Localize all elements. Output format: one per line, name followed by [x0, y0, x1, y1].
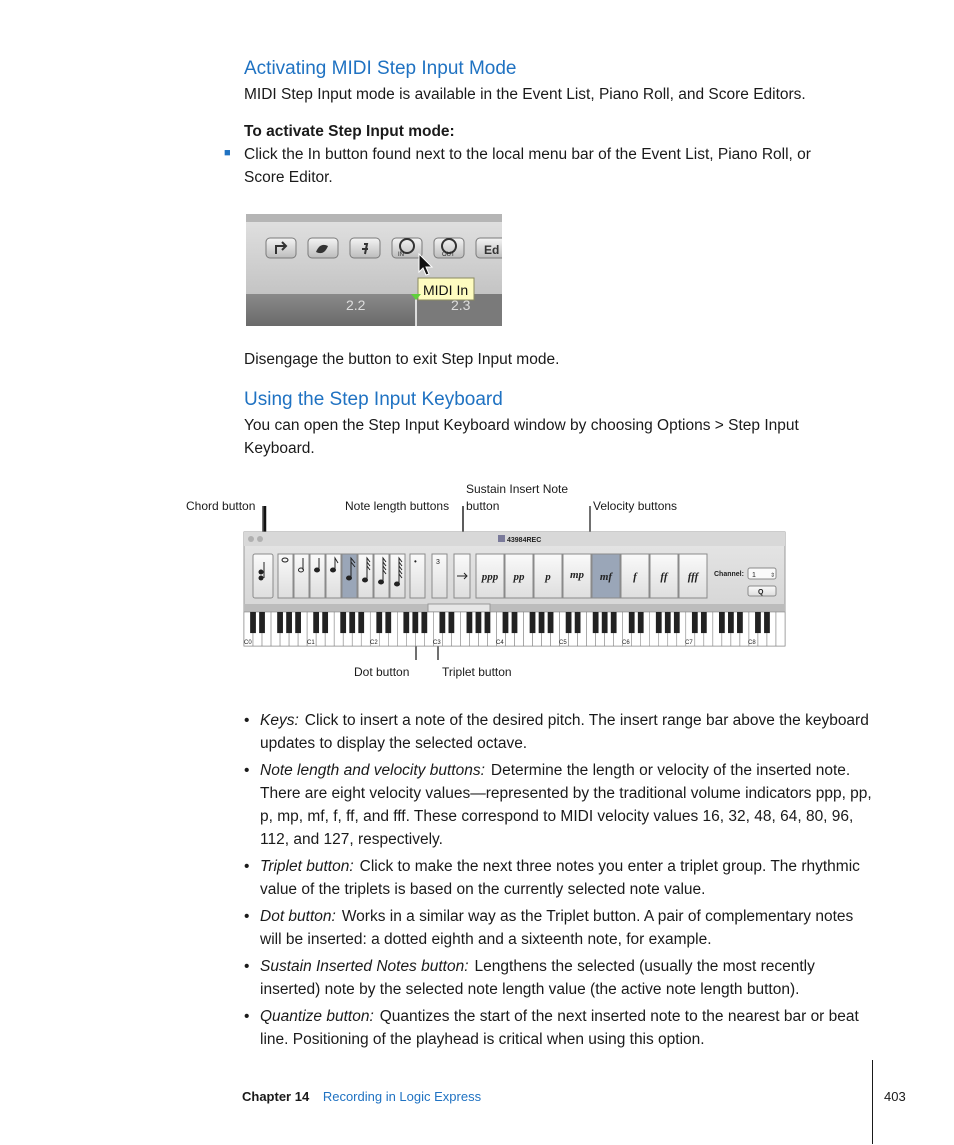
- octave-label-c4: C4: [496, 640, 504, 646]
- footer-chapter-title-link[interactable]: Recording in Logic Express: [322, 1089, 482, 1104]
- channel-value: 1: [752, 572, 756, 579]
- black-key[interactable]: [322, 612, 328, 633]
- bullet-term: Dot button:: [260, 908, 336, 925]
- bullet-term: Triplet button:: [260, 858, 354, 875]
- chord-button[interactable]: [253, 554, 273, 598]
- bullet-term: Sustain Inserted Notes button:: [260, 958, 469, 975]
- octave-label-c3: C3: [433, 640, 441, 646]
- window-title: 43984REC: [507, 537, 542, 544]
- edit-menu-label: Ed: [484, 243, 500, 257]
- black-key[interactable]: [385, 612, 391, 633]
- bullet-text: Determine the length or velocity of the inserted note. There are eight velocity values—represented by the traditional volume indicators ppp, pp, p, mp, mf, f, ff, and fff. These correspond to MIDI velocity values 16, 32, 48, 64, 80, 96, 112, and 127, respectively.: [260, 762, 872, 848]
- bullet-text: Lengthens the selected (usually the most recently inserted) note by the selected note length value (the active note length button).: [260, 958, 815, 998]
- quantize-label: Q: [758, 589, 764, 596]
- bar-position-left: 2.2: [346, 297, 366, 313]
- description-list: [244, 709, 874, 1055]
- octave-label-c8: C8: [748, 640, 756, 646]
- section-heading-step-input-keyboard: Using the Step Input Keyboard: [244, 389, 503, 410]
- step-input-keyboard-figure: [180, 500, 790, 685]
- black-key[interactable]: [593, 612, 599, 633]
- task-bullet-icon: ■: [224, 147, 231, 159]
- page-number: 403: [884, 1089, 906, 1104]
- black-key[interactable]: [692, 612, 698, 633]
- octave-label-c6: C6: [622, 640, 630, 646]
- bullet-dot: •: [244, 858, 250, 875]
- section2-intro: You can open the Step Input Keyboard window by choosing Options > Step Input Keyboard.: [244, 417, 799, 457]
- piano-keyboard[interactable]: [244, 612, 785, 646]
- list-item: [244, 759, 874, 851]
- disengage-text: Disengage the button to exit Step Input mode.: [244, 351, 560, 368]
- note-length-button-eighth[interactable]: [326, 554, 341, 598]
- black-key[interactable]: [286, 612, 292, 633]
- callout-dot-button: Dot button: [354, 665, 410, 679]
- black-key[interactable]: [421, 612, 427, 633]
- bullet-term: Quantize button:: [260, 1008, 374, 1025]
- black-key[interactable]: [602, 612, 608, 633]
- channel-stepper-icon: ⇕: [770, 572, 776, 579]
- black-key[interactable]: [611, 612, 617, 633]
- black-key[interactable]: [467, 612, 473, 633]
- white-key[interactable]: [776, 612, 785, 646]
- callout-chord-button: Chord button: [186, 499, 256, 513]
- callout-velocity-buttons: Velocity buttons: [593, 499, 678, 513]
- black-key[interactable]: [476, 612, 482, 633]
- black-key[interactable]: [665, 612, 671, 633]
- black-key[interactable]: [349, 612, 355, 633]
- octave-label-c2: C2: [370, 640, 378, 646]
- black-key[interactable]: [737, 612, 743, 633]
- section-intro: MIDI Step Input mode is available in the Event List, Piano Roll, and Score Editors.: [244, 86, 806, 103]
- black-key[interactable]: [656, 612, 662, 633]
- callout-sustain-line1: Sustain Insert Note: [466, 482, 569, 496]
- bullet-text: Works in a similar way as the Triplet button. A pair of complementary notes will be inserted: a dotted eighth and a sixteenth note, for example.: [260, 908, 854, 948]
- dot-button-glyph: •: [414, 557, 417, 566]
- footer-divider: [872, 1060, 873, 1144]
- black-key[interactable]: [403, 612, 409, 633]
- bullet-term: Keys:: [260, 712, 299, 729]
- bullet-dot: •: [244, 712, 250, 729]
- note-length-button-quarter[interactable]: [310, 554, 325, 598]
- window-minimize-icon[interactable]: [257, 536, 263, 542]
- black-key[interactable]: [575, 612, 581, 633]
- black-key[interactable]: [629, 612, 635, 633]
- note-length-button-64th[interactable]: [374, 554, 389, 598]
- document-icon: [498, 535, 505, 542]
- octave-label-c7: C7: [685, 640, 693, 646]
- black-key[interactable]: [548, 612, 554, 633]
- midi-in-screenshot: [246, 214, 502, 326]
- black-key[interactable]: [728, 612, 734, 633]
- black-key[interactable]: [448, 612, 454, 633]
- note-length-button-128th[interactable]: [390, 554, 405, 598]
- black-key[interactable]: [295, 612, 301, 633]
- out-button-label: OUT: [442, 252, 455, 258]
- velocity-label-fff: fff: [687, 571, 699, 583]
- list-item: [244, 855, 874, 901]
- dot-button[interactable]: [410, 554, 425, 598]
- black-key[interactable]: [439, 612, 445, 633]
- callout-triplet-button: Triplet button: [442, 665, 512, 679]
- black-key[interactable]: [358, 612, 364, 633]
- black-key[interactable]: [503, 612, 509, 633]
- chord-note-icon: [259, 576, 264, 581]
- bullet-text: Quantizes the start of the next inserted note to the nearest bar or beat line. Positioning of the playhead is critical when using this option.: [260, 1008, 859, 1048]
- bullet-text: Click to insert a note of the desired pitch. The insert range bar above the keyboard updates to display the selected octave.: [260, 712, 869, 752]
- velocity-label-pp: pp: [513, 571, 525, 583]
- bullet-dot: •: [244, 1008, 250, 1025]
- velocity-label-ff: ff: [660, 571, 668, 583]
- section-heading-midi-step-input: Activating MIDI Step Input Mode: [244, 58, 517, 79]
- triplet-button-glyph: 3: [436, 559, 440, 566]
- list-item: [244, 905, 874, 951]
- black-key[interactable]: [674, 612, 680, 633]
- black-key[interactable]: [376, 612, 382, 633]
- task-heading: To activate Step Input mode:: [244, 123, 455, 140]
- callout-sustain-line2: button: [466, 499, 500, 513]
- black-key[interactable]: [764, 612, 770, 633]
- velocity-label-mp: mp: [569, 569, 585, 581]
- footer-chapter-line: [242, 1089, 481, 1104]
- note-length-button-whole[interactable]: [278, 554, 293, 598]
- black-key[interactable]: [259, 612, 265, 633]
- note-length-button-half[interactable]: [294, 554, 309, 598]
- callout-note-length-buttons: Note length buttons: [345, 499, 450, 513]
- black-key[interactable]: [250, 612, 256, 633]
- list-item: [244, 709, 874, 755]
- bar-position-right: 2.3: [451, 297, 471, 313]
- insert-range-bar[interactable]: [428, 604, 490, 612]
- window-close-icon[interactable]: [248, 536, 254, 542]
- bullet-dot: •: [244, 762, 250, 779]
- tooltip-text: MIDI In: [423, 282, 469, 298]
- black-key[interactable]: [719, 612, 725, 633]
- black-key[interactable]: [277, 612, 283, 633]
- bullet-term: Note length and velocity buttons:: [260, 762, 485, 779]
- black-key[interactable]: [530, 612, 536, 633]
- black-key[interactable]: [566, 612, 572, 633]
- black-key[interactable]: [340, 612, 346, 633]
- black-key[interactable]: [485, 612, 491, 633]
- velocity-label-f: f: [633, 571, 637, 583]
- velocity-label-p: p: [545, 571, 551, 583]
- bullet-text: Click to make the next three notes you enter a triplet group. The rhythmic value of the triplets is based on the currently selected note value.: [260, 858, 860, 898]
- octave-label-c1: C1: [307, 640, 315, 646]
- list-item: [244, 1005, 874, 1051]
- black-key[interactable]: [701, 612, 707, 633]
- octave-label-c0: C0: [244, 640, 252, 646]
- octave-label-c5: C5: [559, 640, 567, 646]
- footer-chapter: Chapter 14: [242, 1089, 310, 1104]
- black-key[interactable]: [412, 612, 418, 633]
- bullet-dot: •: [244, 958, 250, 975]
- chord-note-icon: [259, 570, 264, 575]
- black-key[interactable]: [512, 612, 518, 633]
- in-button-label: IN: [398, 252, 404, 258]
- black-key[interactable]: [313, 612, 319, 633]
- midi-in-toolbar-image: [246, 214, 502, 326]
- list-item: [244, 955, 874, 1001]
- velocity-label-ppp: ppp: [481, 571, 499, 583]
- black-key[interactable]: [755, 612, 761, 633]
- task-step: Click the In button found next to the local menu bar of the Event List, Piano Roll, or Score Editor.: [244, 146, 811, 186]
- channel-label: Channel:: [714, 571, 744, 578]
- black-key[interactable]: [638, 612, 644, 633]
- black-key[interactable]: [539, 612, 545, 633]
- bullet-dot: •: [244, 908, 250, 925]
- velocity-label-mf: mf: [599, 571, 613, 583]
- note-length-button-32nd[interactable]: [358, 554, 373, 598]
